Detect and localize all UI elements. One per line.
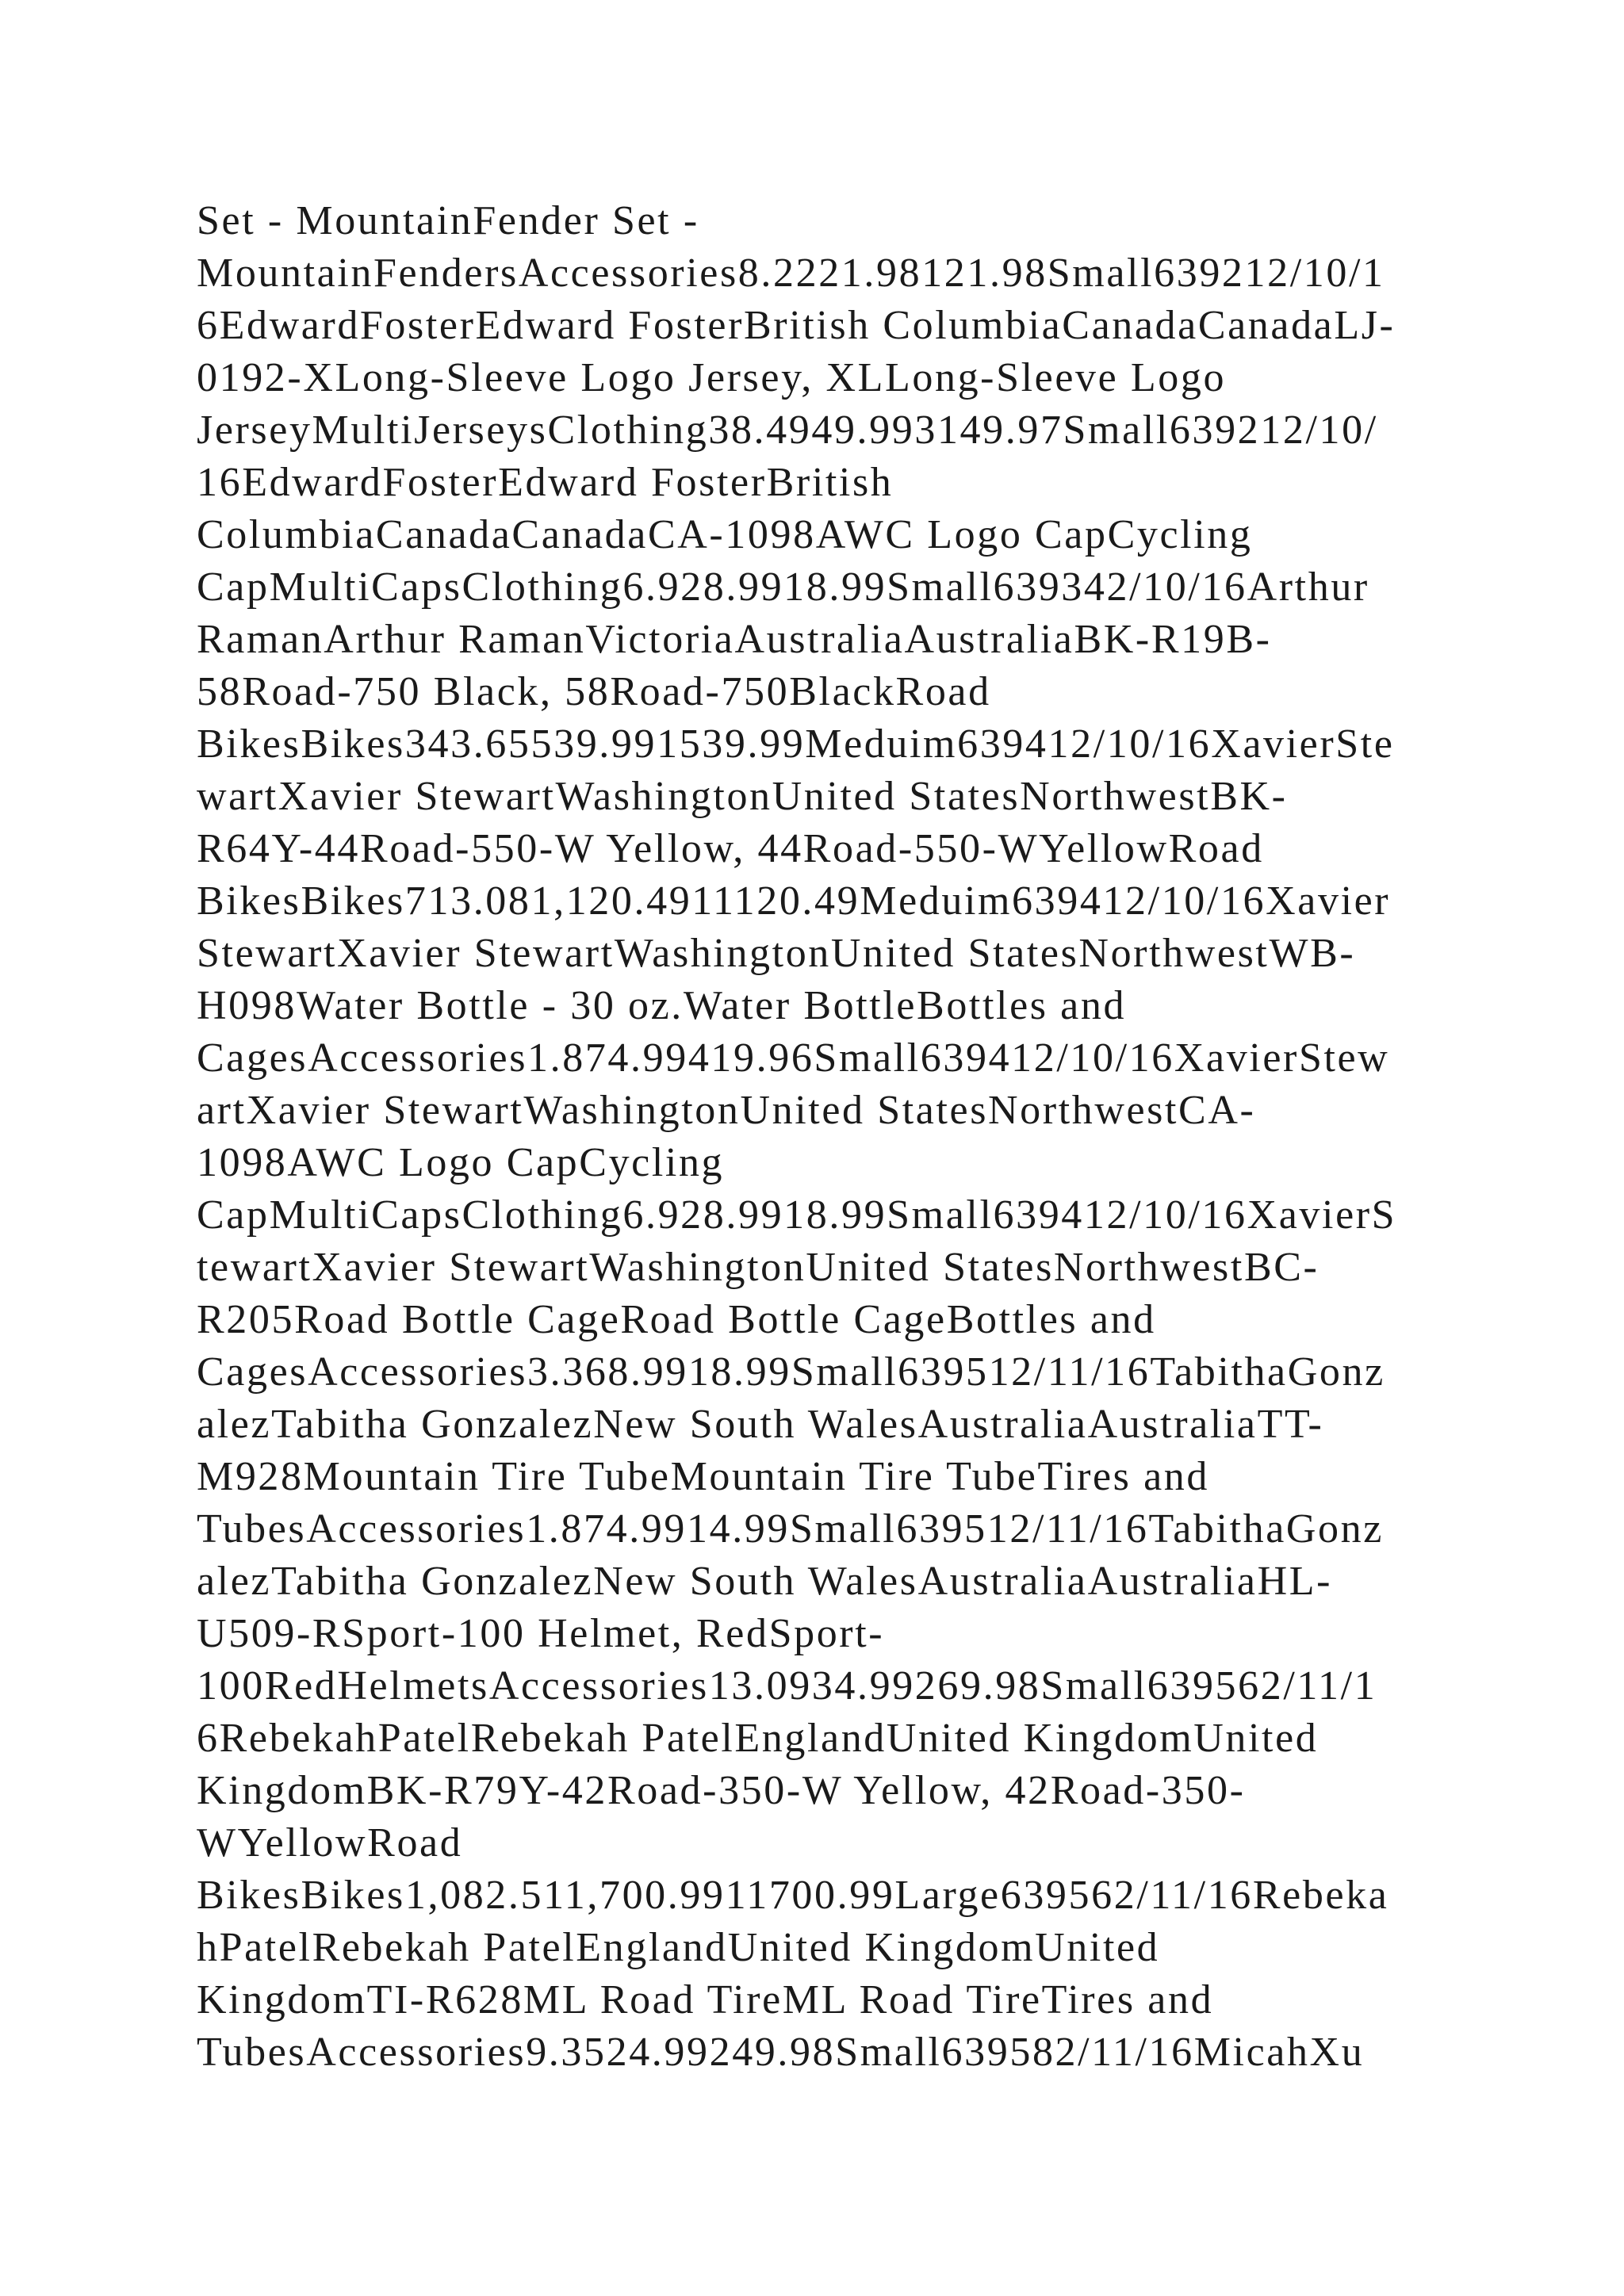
- text-line: StewartXavier StewartWashingtonUnited StatesNorthwestWB-: [197, 931, 1356, 976]
- text-line: artXavier StewartWashingtonUnited StatesNorthwestCA-: [197, 1088, 1256, 1133]
- text-line: WYellowRoad: [197, 1820, 463, 1866]
- text-line: Set - MountainFender Set -: [197, 198, 699, 243]
- text-line: 58Road-750 Black, 58Road-750BlackRoad: [197, 669, 991, 714]
- text-line: R205Road Bottle CageRoad Bottle CageBottles and: [197, 1297, 1156, 1342]
- text-line: CagesAccessories1.874.99419.96Small639412/10/16XavierStew: [197, 1035, 1390, 1081]
- text-line: TubesAccessories1.874.9914.99Small639512/11/16TabithaGonz: [197, 1506, 1384, 1552]
- text-line: 1098AWC Logo CapCycling: [197, 1140, 725, 1185]
- text-line: KingdomBK-R79Y-42Road-350-W Yellow, 42Road-350-: [197, 1768, 1246, 1813]
- text-line: M928Mountain Tire TubeMountain Tire TubeTires and: [197, 1454, 1209, 1499]
- text-line: JerseyMultiJerseysClothing38.4949.993149.97Small639212/10/: [197, 408, 1378, 453]
- text-line: TubesAccessories9.3524.99249.98Small639582/11/16MicahXu: [197, 2030, 1365, 2075]
- text-line: tewartXavier StewartWashingtonUnited StatesNorthwestBC-: [197, 1245, 1320, 1290]
- text-line: CapMultiCapsClothing6.928.9918.99Small639412/10/16XavierS: [197, 1192, 1397, 1238]
- text-line: U509-RSport-100 Helmet, RedSport-: [197, 1611, 885, 1656]
- text-line: BikesBikes1,082.511,700.9911700.99Large639562/11/16Rebeka: [197, 1873, 1389, 1918]
- body-text: [197, 195, 1450, 2079]
- text-line: H098Water Bottle - 30 oz.Water BottleBottles and: [197, 983, 1127, 1028]
- text-line: 6EdwardFosterEdward FosterBritish ColumbiaCanadaCanadaLJ-: [197, 303, 1396, 348]
- text-line: R64Y-44Road-550-W Yellow, 44Road-550-WYellowRoad: [197, 826, 1264, 871]
- text-line: alezTabitha GonzalezNew South WalesAustraliaAustraliaTT-: [197, 1402, 1324, 1447]
- text-line: BikesBikes713.081,120.4911120.49Meduim639412/10/16Xavier: [197, 878, 1391, 924]
- text-line: 16EdwardFosterEdward FosterBritish: [197, 460, 894, 505]
- text-line: BikesBikes343.65539.991539.99Meduim639412/10/16XavierSte: [197, 721, 1395, 767]
- text-line: RamanArthur RamanVictoriaAustraliaAustraliaBK-R19B-: [197, 617, 1272, 662]
- text-line: CapMultiCapsClothing6.928.9918.99Small639342/10/16Arthur: [197, 564, 1369, 610]
- text-line: ColumbiaCanadaCanadaCA-1098AWC Logo CapCycling: [197, 512, 1253, 557]
- text-line: KingdomTI-R628ML Road TireML Road TireTires and: [197, 1977, 1214, 2022]
- text-line: MountainFendersAccessories8.2221.98121.98Small639212/10/1: [197, 251, 1385, 296]
- text-line: hPatelRebekah PatelEnglandUnited KingdomUnited: [197, 1925, 1160, 1970]
- text-line: CagesAccessories3.368.9918.99Small639512/11/16TabithaGonz: [197, 1349, 1385, 1395]
- text-line: 100RedHelmetsAccessories13.0934.99269.98Small639562/11/1: [197, 1663, 1377, 1709]
- text-line: wartXavier StewartWashingtonUnited StatesNorthwestBK-: [197, 774, 1288, 819]
- text-line: 6RebekahPatelRebekah PatelEnglandUnited KingdomUnited: [197, 1716, 1319, 1761]
- text-line: alezTabitha GonzalezNew South WalesAustraliaAustraliaHL-: [197, 1559, 1333, 1604]
- text-line: 0192-XLong-Sleeve Logo Jersey, XLLong-Sleeve Logo: [197, 355, 1227, 400]
